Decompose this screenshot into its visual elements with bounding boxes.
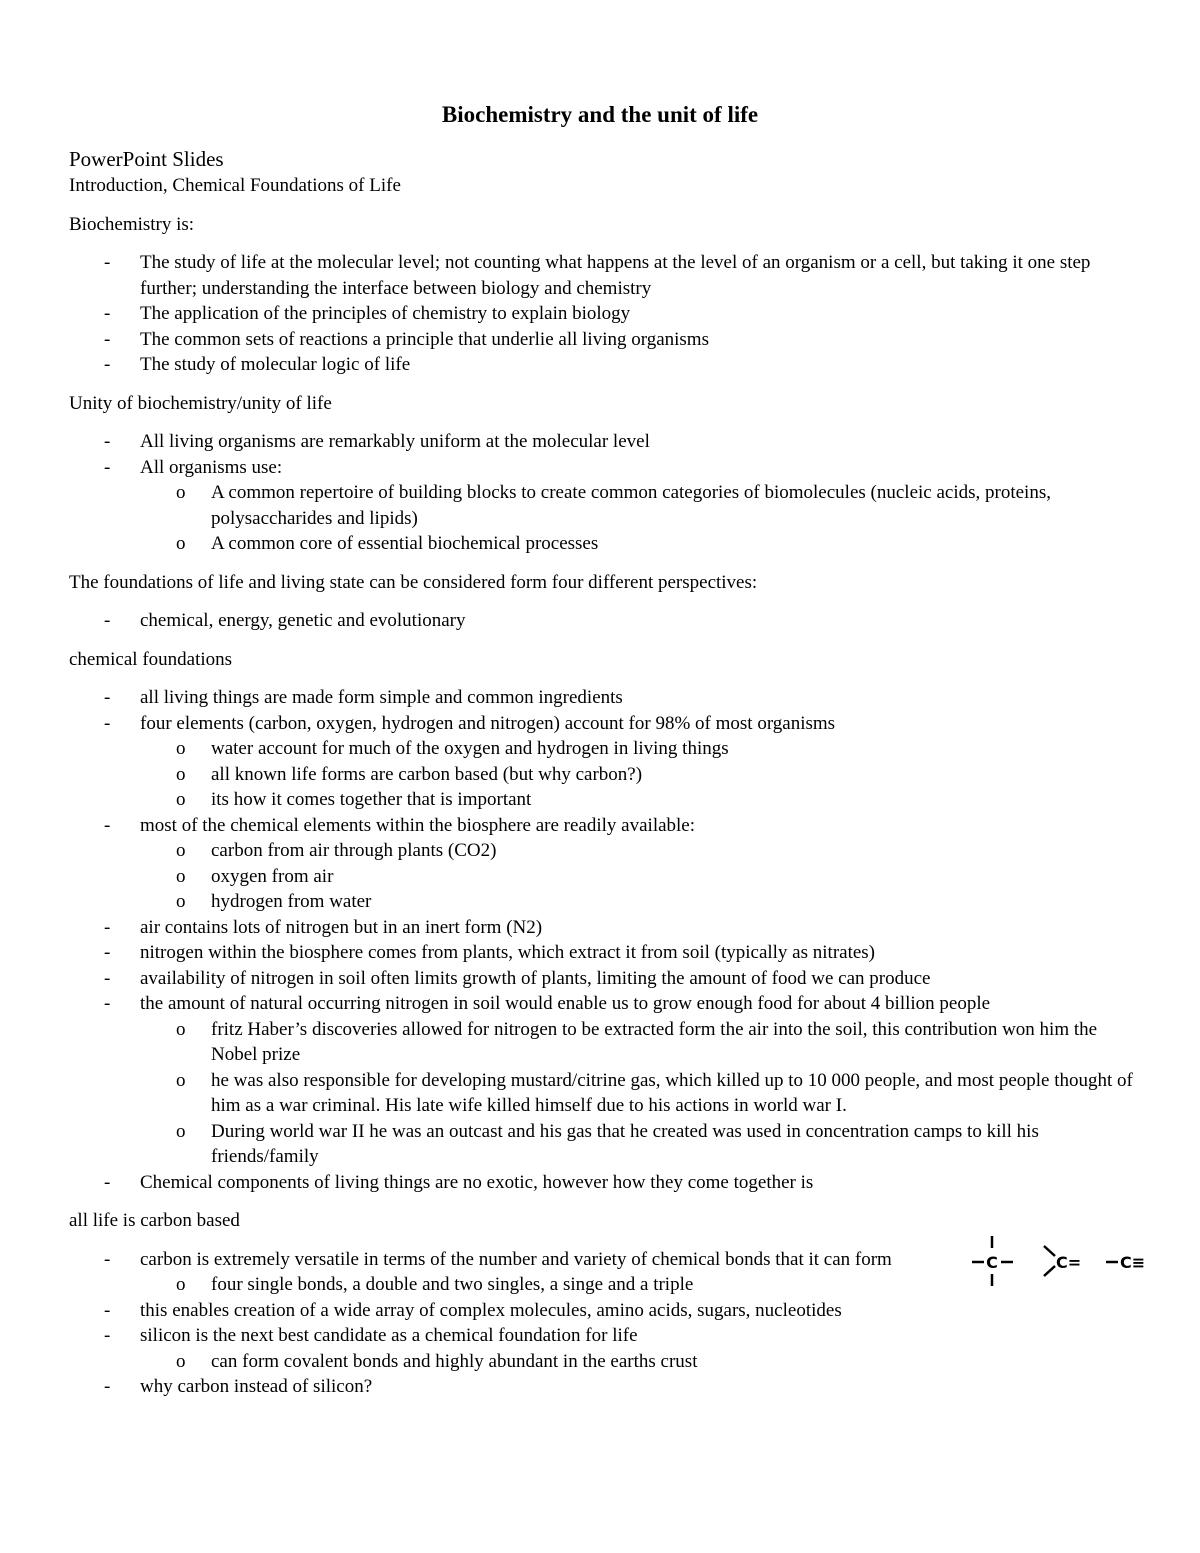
- sub-list-item: [69, 1068, 1139, 1119]
- circle-marker: o: [176, 763, 186, 785]
- list-item: [69, 1323, 1139, 1349]
- list-item-text: its how it comes together that is important: [211, 789, 532, 810]
- sub-list-item: [69, 531, 1139, 557]
- circle-marker: o: [176, 1018, 186, 1040]
- dash-marker: -: [104, 1376, 111, 1397]
- list-item-text: The common sets of reactions a principle that underlie all living organisms: [140, 328, 709, 350]
- dash-marker: -: [104, 993, 111, 1014]
- dash-marker: -: [104, 431, 111, 452]
- carbon-bond-figure: [970, 1234, 1150, 1294]
- list-item-text: All organisms use:: [140, 456, 283, 478]
- dash-marker: -: [104, 942, 111, 963]
- list-item-text: can form covalent bonds and highly abundant in the earths crust: [211, 1350, 698, 1372]
- list-item: [69, 991, 1139, 1017]
- dash-marker: -: [104, 814, 111, 836]
- dash-marker: -: [104, 916, 111, 938]
- list-item: [69, 429, 1139, 455]
- circle-marker: o: [176, 1274, 186, 1295]
- list-item-text: fritz Haber’s discoveries allowed for nitrogen to be extracted form the air into the soil, this contribution won him the Nobel prize: [211, 1018, 1098, 1065]
- dash-marker: -: [104, 1299, 111, 1321]
- list-item: [69, 327, 1139, 353]
- document-title: Biochemistry and the unit of life: [441, 102, 759, 127]
- list-item-text: all living things are made form simple and common ingredients: [140, 687, 623, 708]
- list-item-text: Chemical components of living things are no exotic, however how they come together is: [140, 1171, 814, 1193]
- list-item-text: silicon is the next best candidate as a chemical foundation for life: [140, 1325, 638, 1346]
- list-item-text: air contains lots of nitrogen but in an inert form (N2): [140, 916, 543, 938]
- list-item-text: A common repertoire of building blocks to create common categories of biomolecules (nucleic acids, proteins, polysaccharides and lipids): [211, 482, 1051, 529]
- bullet-list: [69, 429, 1139, 557]
- circle-marker: o: [176, 482, 186, 503]
- section-heading: The foundations of life and living state can be considered form four different perspectives:: [69, 571, 758, 593]
- list-item-text: oxygen from air: [211, 865, 334, 887]
- list-item-text: hydrogen from water: [211, 891, 372, 912]
- list-item-text: During world war II he was an outcast and his gas that he created was used in concentration camps to kill his friends/family: [211, 1120, 1039, 1167]
- circle-marker: o: [176, 891, 186, 912]
- carbon-atom-label-1: C: [986, 1253, 998, 1272]
- list-item: [69, 1170, 1139, 1196]
- document-body: [69, 145, 1139, 1400]
- dash-marker: -: [104, 712, 111, 734]
- list-item: [69, 250, 1139, 301]
- document-subtitle: PowerPoint Slides: [69, 147, 224, 171]
- bullet-list: [69, 608, 1139, 634]
- list-item-text: The study of life at the molecular level; not counting what happens at the level of an organism or a cell, but taking it one step further; understanding the interface between biology and chemistry: [140, 252, 1091, 299]
- list-item-text: why carbon instead of silicon?: [140, 1376, 373, 1397]
- list-item: [69, 711, 1139, 737]
- list-item-text: nitrogen within the biosphere comes from plants, which extract it from soil (typically as nitrates): [140, 942, 876, 963]
- dash-marker: -: [104, 456, 111, 478]
- sub-list-item: [69, 864, 1139, 890]
- list-item: [69, 966, 1139, 992]
- section-heading: chemical foundations: [69, 648, 233, 670]
- sub-list-item: [69, 787, 1139, 813]
- section-heading: Unity of biochemistry/unity of life: [69, 392, 332, 414]
- carbon-atom-label-3: C≡: [1120, 1253, 1146, 1272]
- dash-marker: -: [104, 967, 111, 989]
- circle-marker: o: [176, 1120, 186, 1142]
- list-item-text: A common core of essential biochemical processes: [211, 533, 599, 554]
- list-item: [69, 1374, 1139, 1400]
- section-heading: Biochemistry is:: [69, 213, 195, 235]
- list-item: [69, 1298, 1139, 1324]
- list-item: [69, 940, 1139, 966]
- list-item: [69, 685, 1139, 711]
- carbon-atom-label-2: C=: [1056, 1253, 1082, 1272]
- section-heading: all life is carbon based: [69, 1210, 240, 1231]
- circle-marker: o: [176, 865, 186, 887]
- list-item-text: water account for much of the oxygen and hydrogen in living things: [211, 738, 729, 759]
- circle-marker: o: [176, 738, 186, 759]
- list-item-text: the amount of natural occurring nitrogen in soil would enable us to grow enough food for about 4 billion people: [140, 993, 991, 1014]
- list-item: [69, 813, 1139, 839]
- sub-list-item: [69, 736, 1139, 762]
- sub-list-item: [69, 889, 1139, 915]
- list-item-text: four elements (carbon, oxygen, hydrogen and nitrogen) account for 98% of most organisms: [140, 712, 836, 734]
- sub-list-item: [69, 480, 1139, 531]
- dash-marker: -: [104, 1325, 111, 1346]
- sub-list-item: [69, 1017, 1139, 1068]
- circle-marker: o: [176, 1350, 186, 1372]
- sub-list-item: [69, 1349, 1139, 1375]
- list-item-text: carbon from air through plants (CO2): [211, 840, 497, 861]
- list-item-text: all known life forms are carbon based (but why carbon?): [211, 763, 643, 785]
- dash-marker: -: [104, 1171, 111, 1193]
- dash-marker: -: [104, 687, 111, 708]
- dash-marker: -: [104, 610, 111, 631]
- carbon-triple-bond-structure: [1106, 1253, 1145, 1272]
- list-item-text: carbon is extremely versatile in terms of the number and variety of chemical bonds that it can form: [140, 1248, 892, 1270]
- sub-list-item: [69, 1119, 1139, 1170]
- lecture-name: Introduction, Chemical Foundations of Life: [69, 175, 401, 196]
- list-item: [69, 301, 1139, 327]
- circle-marker: o: [176, 840, 186, 861]
- sub-list-item: [69, 762, 1139, 788]
- list-item: [69, 352, 1139, 378]
- sections-container: [69, 212, 1139, 1400]
- bullet-list: [69, 250, 1139, 378]
- list-item-text: four single bonds, a double and two singles, a singe and a triple: [211, 1274, 694, 1295]
- list-item-text: All living organisms are remarkably uniform at the molecular level: [140, 431, 650, 452]
- bullet-list: [69, 685, 1139, 1195]
- carbon-double-bond-structure: [1044, 1246, 1081, 1276]
- dash-marker: -: [104, 328, 111, 350]
- circle-marker: o: [176, 1069, 186, 1091]
- dash-marker: -: [104, 1248, 111, 1270]
- sub-list-item: [69, 838, 1139, 864]
- list-item: [69, 915, 1139, 941]
- list-item: [69, 455, 1139, 481]
- dash-marker: -: [104, 303, 111, 324]
- list-item: [69, 608, 1139, 634]
- dash-marker: -: [104, 252, 111, 273]
- list-item-text: this enables creation of a wide array of complex molecules, amino acids, sugars, nucleotides: [140, 1299, 842, 1321]
- circle-marker: o: [176, 533, 186, 554]
- list-item-text: most of the chemical elements within the biosphere are readily available:: [140, 814, 696, 836]
- circle-marker: o: [176, 789, 186, 810]
- dash-marker: -: [104, 354, 111, 375]
- list-item-text: availability of nitrogen in soil often limits growth of plants, limiting the amount of food we can produce: [140, 967, 931, 989]
- list-item-text: The study of molecular logic of life: [140, 354, 411, 375]
- list-item-text: he was also responsible for developing mustard/citrine gas, which killed up to 10 000 people, and most people thought of him as a war criminal. His late wife killed himself due to his actions in world war I.: [211, 1069, 1133, 1116]
- list-item-text: chemical, energy, genetic and evolutionary: [140, 610, 466, 631]
- list-item-text: The application of the principles of chemistry to explain biology: [140, 303, 631, 324]
- carbon-single-bonds-structure: [972, 1236, 1013, 1286]
